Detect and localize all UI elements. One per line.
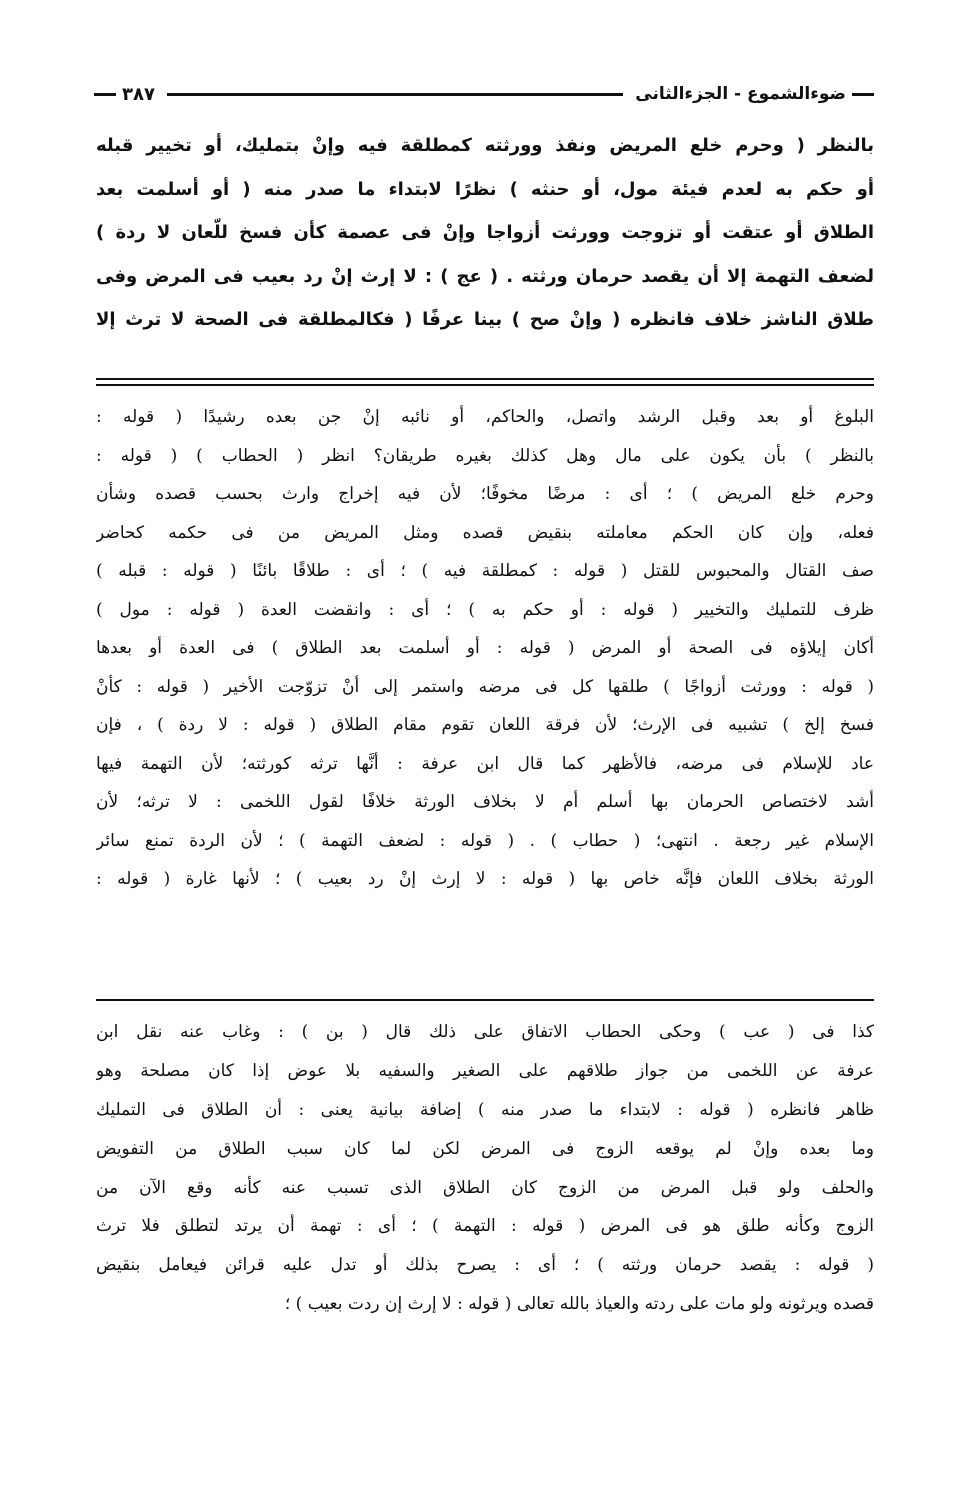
commentary-line: ( قوله : وورثت أزواجًا ) طلقها كل فى مرضه واستمر إلى أنْ تزوّجت الأخير ( قوله : كأنْ: [96, 676, 874, 697]
commentary-line: أشد لاختصاص الحرمان بها أسلم أم لا بخلاف الورثة خلافًا لقول اللخمى : لا ترثه؛ لأن: [96, 792, 874, 812]
main-text-line: الطلاق أو عتقت أو تزوجت وورثت أزواجا وإنْ فى عصمة كأن فسخ للّعان لا ردة ): [96, 222, 874, 244]
commentary-line: ظرف للتمليك والتخيير ( قوله : أو حكم به ) ؛ أى : وانقضت العدة ( قوله : مول ): [96, 599, 874, 620]
commentary-line: عاد للإسلام فى مرضه، فالأظهر كما قال ابن عرفة : أنَّها ترثه كورثته؛ لأن التهمة فيها: [96, 753, 874, 774]
main-text-line: لضعف التهمة إلا أن يقصد حرمان ورثته . ( عج ) : لا إرث إنْ رد بعيب فى المرض وفى: [96, 265, 874, 287]
running-header: [94, 74, 874, 114]
commentary-line: فعله، وإن كان الحكم معاملته بنقيض قصده ومثل المريض من فى حكمه كحاضر: [96, 522, 874, 543]
commentary-line: والحلف ولو قبل المرض من الزوج كان الطلاق الذى تسبب عنه كأنه وقع الآن من: [96, 1177, 874, 1198]
page-number: ٣٨٧: [122, 83, 155, 105]
commentary-line: ( قوله : يقصد حرمان ورثته ) ؛ أى : يصرح بذلك أو تدل عليه قرائن فيعامل بنقيض: [96, 1255, 874, 1276]
single-divider: [96, 999, 874, 1001]
commentary-line: الإسلام غير رجعة . انتهى؛ ( حطاب ) . ( قوله : لضعف التهمة ) ؛ لأن الردة تمنع سائر: [96, 830, 874, 851]
main-text-line: بالنظر ( وحرم خلع المريض ونفذ وورثته كمطلقة فيه وإنْ بتمليك، أو تخيير قبله: [96, 135, 874, 156]
commentary-line: وما بعده وإنْ لم يوقعه الزوج فى المرض لكن لما كان سبب الطلاق من التفويض: [96, 1138, 874, 1159]
commentary-line: بالنظر ) بأن يكون على مال وهل كذلك بغيره طريقان؟ انظر ( الحطاب ) ( قوله :: [96, 445, 874, 466]
main-text-line: أو حكم به لعدم فيئة مول، أو حنثه ) نظرًا لابتداء ما صدر منه ( أو أسلمت بعد: [96, 178, 874, 200]
main-text-block: [96, 124, 874, 342]
commentary-line: كذا فى ( عب ) وحكى الحطاب الاتفاق على ذلك قال ( بن ) : وغاب عنه نقل ابن: [96, 1022, 874, 1042]
double-divider: [96, 378, 874, 386]
main-text-line: طلاق الناشز خلاف فانظره ( وإنْ صح ) بينا عرفًا ( فكالمطلقة فى الصحة لا ترث إلا: [96, 309, 874, 331]
header-dash-right: [852, 93, 874, 96]
header-rule: [167, 93, 623, 96]
book-title: ضوءالشموع - الجزءالثانى: [635, 84, 846, 104]
commentary-line: أكان إيلاؤه فى الصحة أو المرض ( قوله : أو أسلمت بعد الطلاق ) فى العدة أو بعدها: [96, 638, 874, 658]
commentary-line: الزوج وكأنه طلق هو فى المرض ( قوله : التهمة ) ؛ أى : تهمة أن يرتد لتطلق فلا ترث: [96, 1216, 874, 1237]
commentary-line: قصده ويرثونه ولو مات على ردته والعياذ بالله تعالى ( قوله : لا إرث إن ردت بعيب ) ؛: [284, 1294, 874, 1315]
commentary-line: صف القتال والمحبوس للقتل ( قوله : كمطلقة فيه ) ؛ أى : طلاقًا بائنًا ( قوله : قبله ): [96, 561, 874, 581]
commentary-line: عرفة عن اللخمى من جواز طلاقهم على الصغير والسفيه بلا عوض إذا كان مصلحة وهو: [96, 1060, 874, 1081]
commentary-line: البلوغ أو بعد وقبل الرشد واتصل، والحاكم، أو نائبه إنْ جن بعده رشيدًا ( قوله :: [96, 407, 874, 427]
commentary-line: وحرم خلع المريض ) ؛ أى : مرضًا مخوفًا؛ لأن فيه إخراج وارث بحسب قصده وشأن: [96, 484, 874, 504]
header-dash-left: [94, 93, 116, 96]
commentary-block-1: [96, 398, 874, 899]
commentary-block-2: [96, 1013, 874, 1324]
commentary-line: ظاهر فانظره ( قوله : لابتداء ما صدر منه ) إضافة بيانية يعنى : أن الطلاق فى التمليك: [96, 1099, 874, 1120]
commentary-line: الورثة بخلاف اللعان فإنَّه خاص بها ( قوله : لا إرث إنْ رد بعيب ) ؛ لأنها غارة ( قوله :: [96, 869, 874, 889]
commentary-line: فسخ إلخ ) تشبيه فى الإرث؛ لأن فرقة اللعان تقوم مقام الطلاق ( قوله : لا ردة ) ، فإن: [96, 715, 874, 735]
